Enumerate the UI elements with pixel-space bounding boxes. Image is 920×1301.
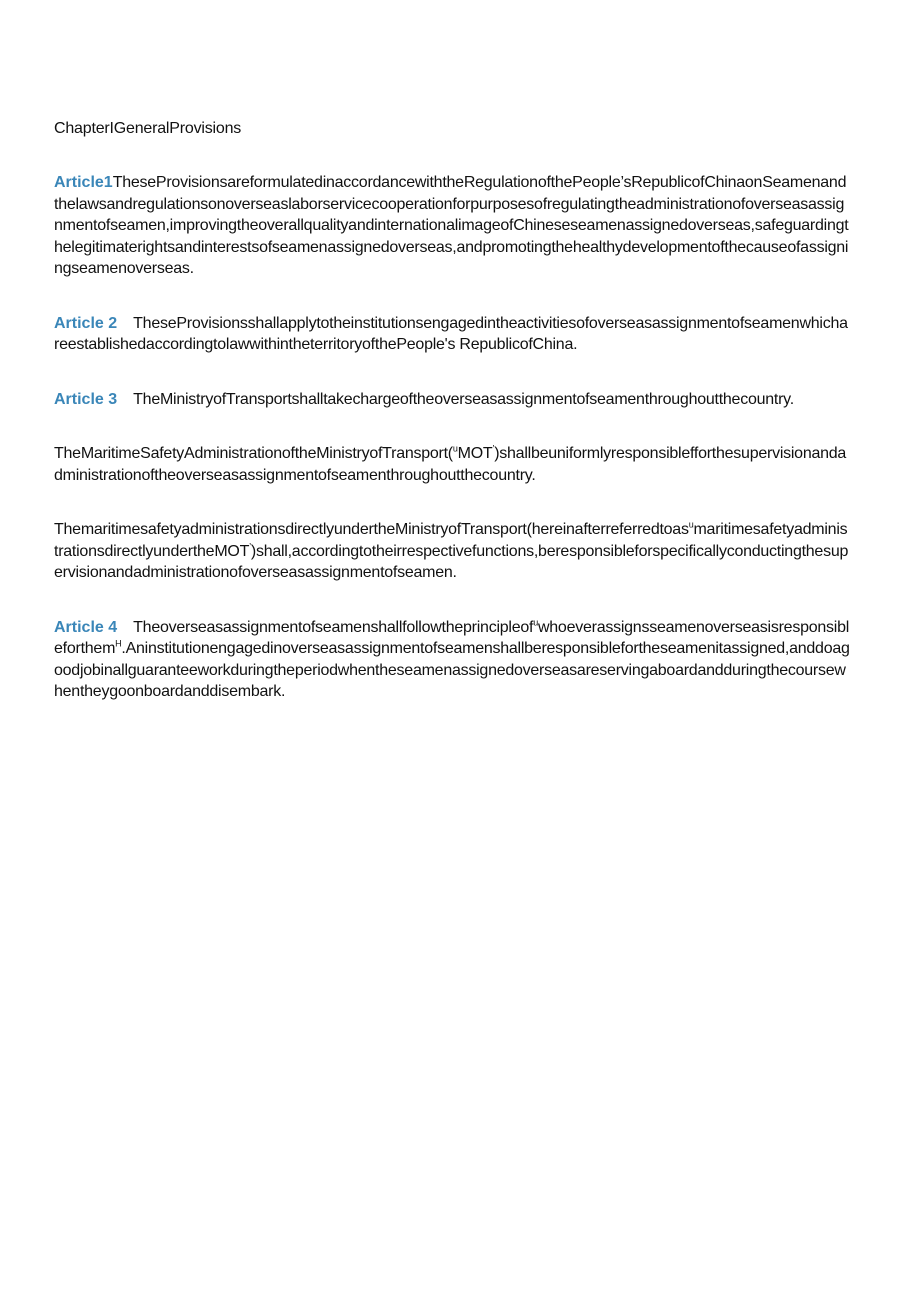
article-4-text: Theoverseasassignmentofseamenshallfollowtheprincipleof	[133, 618, 534, 636]
article-4-text: whoeverassignsseamenoverseasisresponsibleforthem	[54, 618, 850, 657]
article-2	[54, 313, 850, 356]
article-1-text: TheseProvisionsareformulatedinaccordancewiththeRegulationofthePeople’sRepublicofChinaonSeamenandthelawsandregulationsonoverseaslaborservicecooperationforpurposesofregulatingtheadministrationofoverseasassignmentofseamen,improvingtheoverallqualityandinternationalimageofChineseseamenassignedoverseas,safeguardingthelegitimaterightsandinterestsofseamenassignedoverseas,andpromotingthehealthydevelopmentofthecauseofassigningseamenoverseas.	[54, 174, 849, 277]
article-4-text: .Aninstitutionengagedinoverseasassignmentofseamenshallberesponsiblefortheseamenitassigned,anddoagoodjobinallguaranteeworkduringtheperiodwhentheseamenassignedoverseasareservingaboardandduringthecoursewhentheygoonboardanddisembark.	[54, 640, 850, 700]
article-1	[54, 172, 850, 280]
article-1-label: Article1	[54, 174, 113, 191]
paragraph-text: )shallbeuniformlyresponsiblefforthesupervisionandadministrationoftheoverseasassignmentofseamenthroughoutthecountry.	[54, 445, 847, 484]
article-3-text: TheMinistryofTransportshalltakechargeoftheoverseasassignmentofseamenthroughoutthecountry.	[133, 390, 794, 408]
article-4	[54, 617, 850, 703]
article-3-paragraph-msa	[54, 443, 850, 486]
article-4-label: Article 4	[54, 618, 118, 636]
chapter-title: ChapterIGeneralProvisions	[54, 120, 242, 137]
quote-close-mark: ’	[249, 541, 251, 552]
document-page	[54, 118, 850, 736]
paragraph-text: ThemaritimesafetyadministrationsdirectlyundertheMinistryofTransport(hereinafterreferredtoas	[54, 521, 689, 538]
quote-open-mark: u	[688, 519, 694, 530]
paragraph-text: TheMaritimeSafetyAdministrationoftheMinistryofTransport(	[54, 445, 453, 462]
article-2-label: Article 2	[54, 314, 118, 332]
quote-close-mark: ’	[492, 443, 495, 454]
quote-open-mark: u	[533, 617, 538, 628]
article-3-label: Article 3	[54, 390, 118, 408]
quote-close-mark: H	[115, 638, 122, 649]
paragraph-text: )shall,accordingtotheirrespectivefunctions,beresponsibleforspecificallyconductingthesupervisionandadministrationofoverseasassignmentofseamen.	[54, 542, 849, 581]
paragraph-text: MOT	[457, 445, 493, 462]
article-3	[54, 389, 850, 411]
paragraph-text: maritimesafetyadministrationsdirectlyundertheMOT	[54, 521, 848, 560]
quote-open-mark: u	[452, 443, 458, 454]
article-2-text: TheseProvisionsshallapplytotheinstitutionsengagedintheactivitiesofoverseasassignmentofseamenwhichareestablishedaccordingtolawwithintheterritoryofthePeople's RepublicofChina.	[54, 314, 848, 353]
article-3-paragraph-local-msa	[54, 519, 850, 584]
